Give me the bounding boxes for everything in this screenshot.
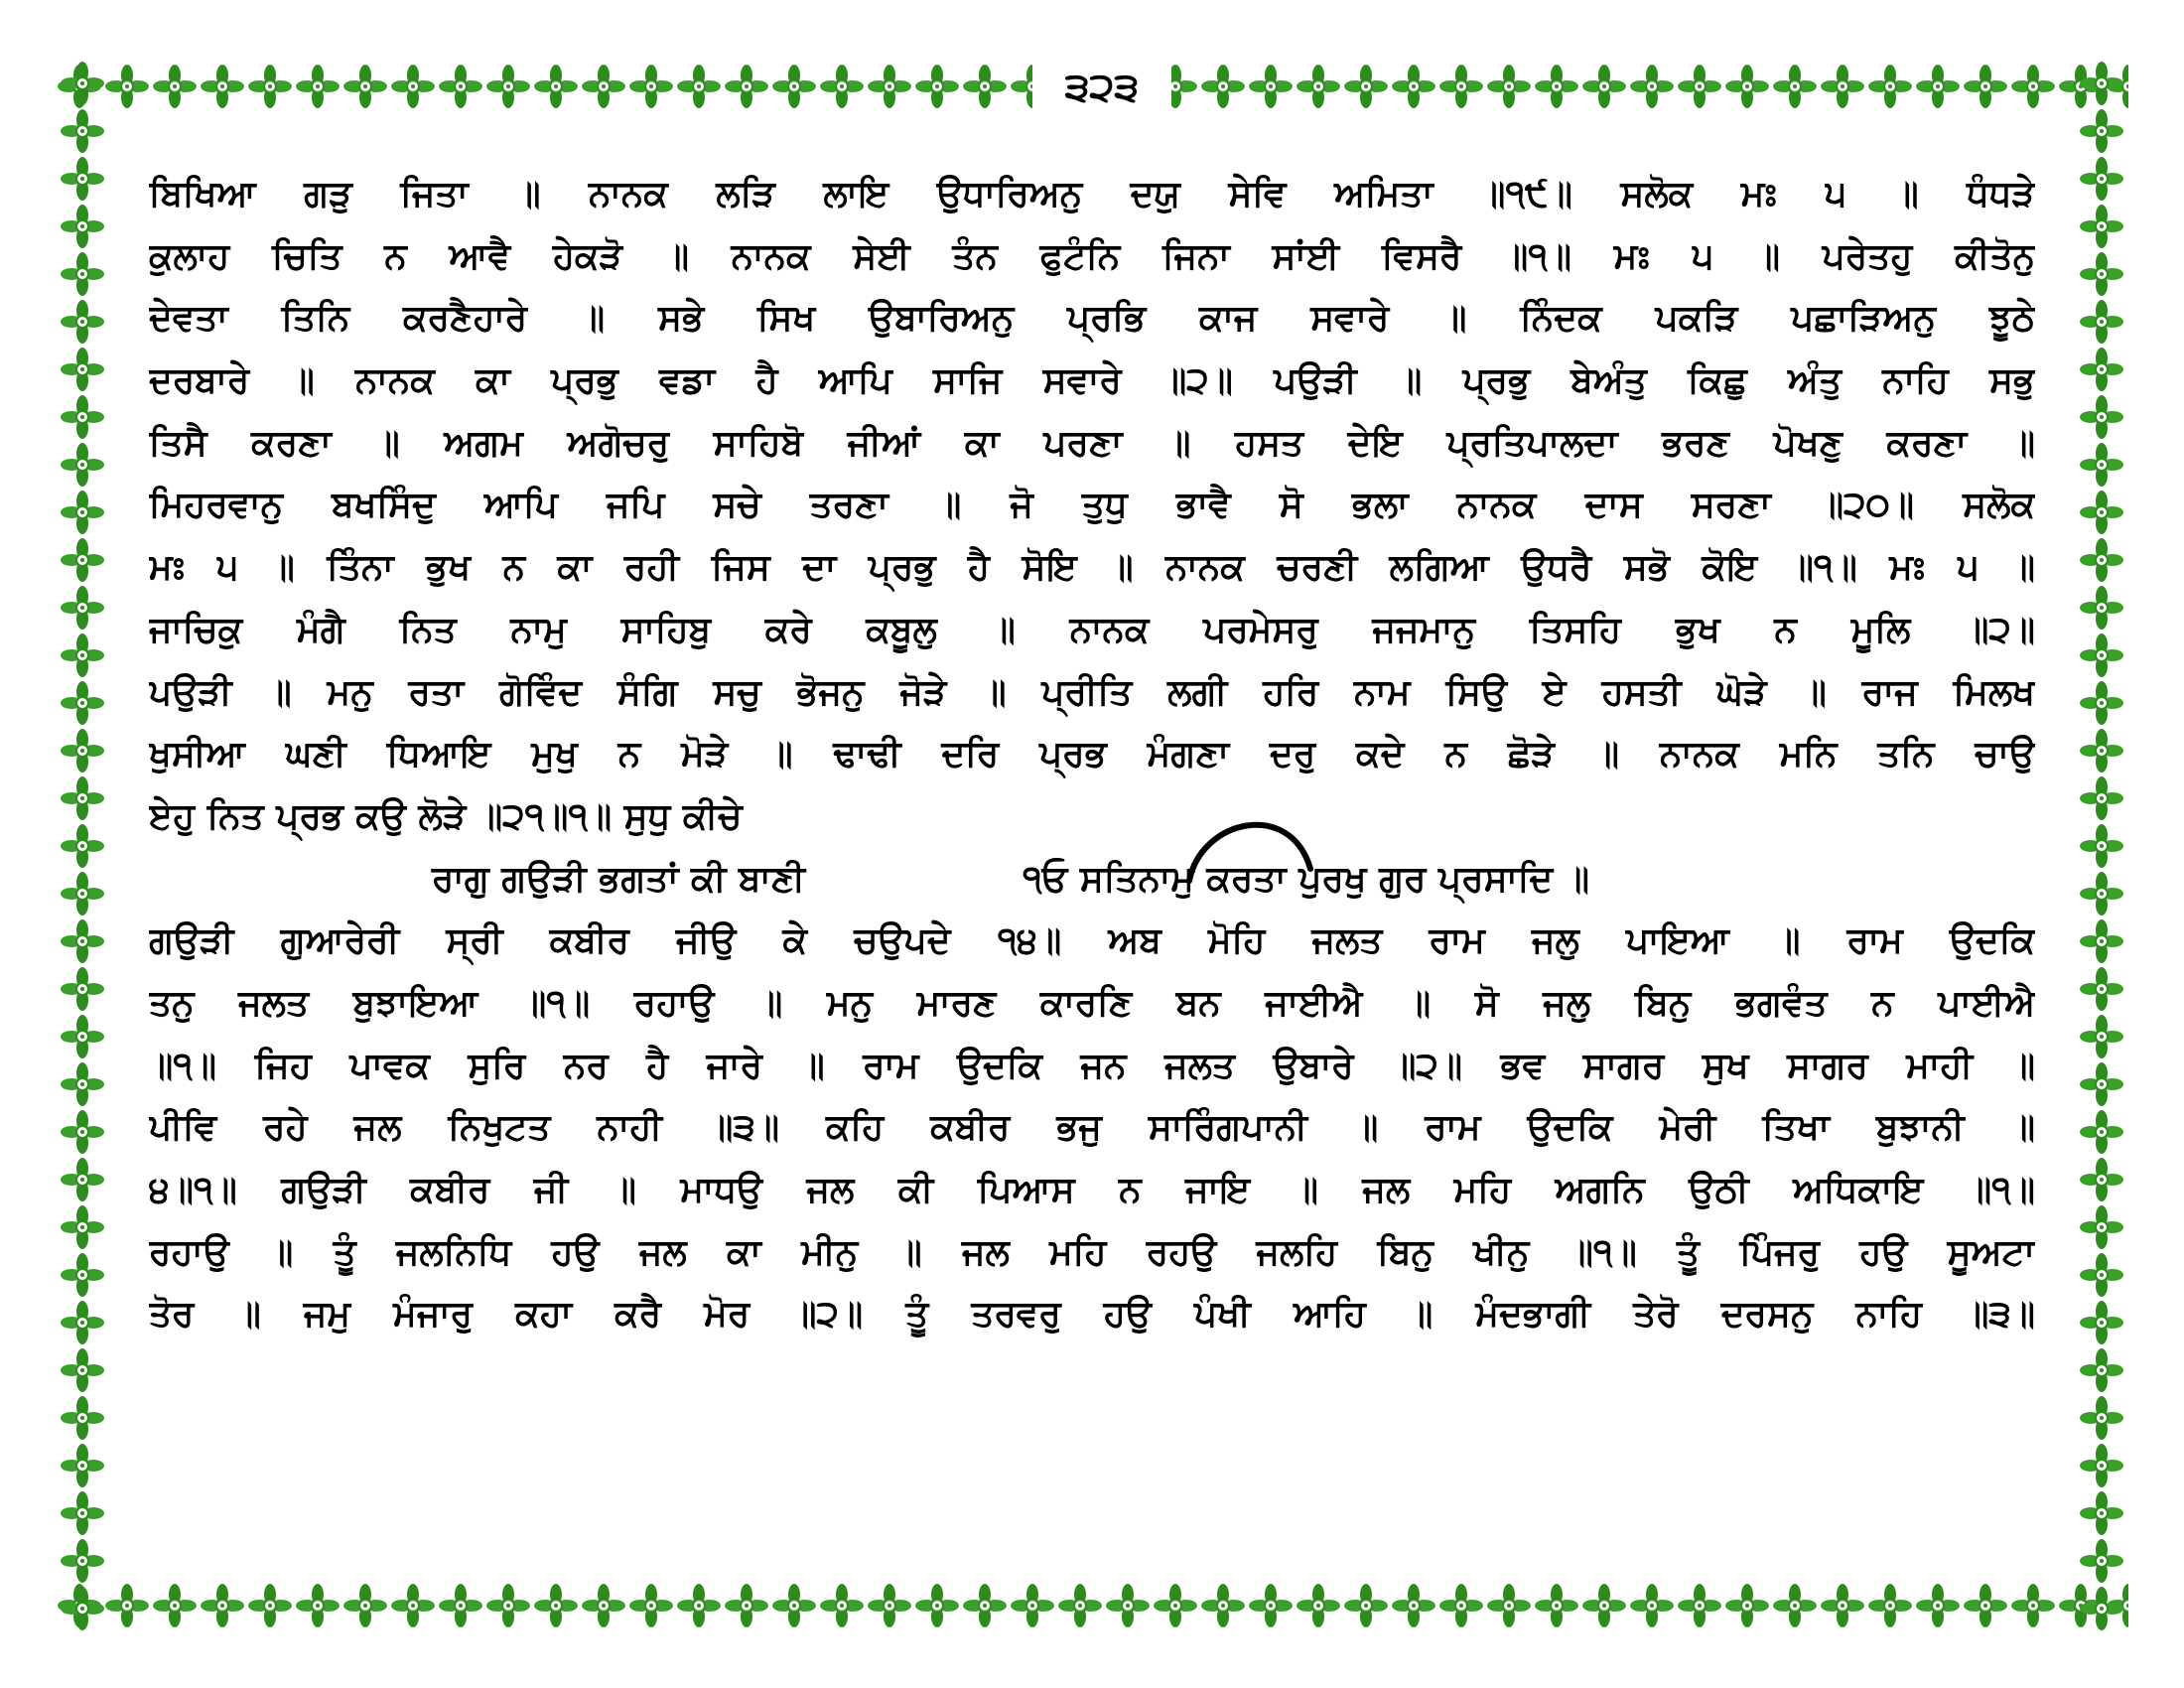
text-line: ਦਰਬਾਰੇ ॥ ਨਾਨਕ ਕਾ ਪ੍ਰਭੁ ਵਡਾ ਹੈ ਆਪਿ ਸਾਜਿ ਸਵਾਰੇ ॥੨॥ ਪਉੜੀ ॥ ਪ੍ਰਭੁ ਬੇਅੰਤੁ ਕਿਛੁ ਅੰਤੁ ਨਾਹਿ ਸਭੁ [149,360,2035,402]
mool-mantar-heading: ੧ਓ ਸਤਿਨਾਮੁ ਕਰਤਾ ਪੁਰਖੁ ਗੁਰ ਪ੍ਰਸਾਦਿ ॥ [1023,858,1590,900]
flower-ornament-icon [56,60,109,1632]
text-line: ੪॥੧॥ ਗਉੜੀ ਕਬੀਰ ਜੀ ॥ ਮਾਧਉ ਜਲ ਕੀ ਪਿਆਸ ਨ ਜਾਇ ॥ ਜਲ ਮਹਿ ਅਗਨਿ ਉਠੀ ਅਧਿਕਾਇ ॥੧॥ [149,1170,2035,1210]
flower-ornament-icon [2075,60,2128,1632]
raag-heading-title: ਰਾਗੁ ਗਉੜੀ ਭਗਤਾਂ ਕੀ ਬਾਣੀ [432,858,806,900]
text-line: ਪੀਵਿ ਰਹੇ ਜਲ ਨਿਖੁਟਤ ਨਾਹੀ ॥੩॥ ਕਹਿ ਕਬੀਰ ਭਜੁ ਸਾਰਿੰਗਪਾਨੀ ॥ ਰਾਮ ਉਦਕਿ ਮੇਰੀ ਤਿਖਾ ਬੁਝਾਨੀ ॥ [149,1107,2035,1149]
text-line: ਮਿਹਰਵਾਨੁ ਬਖਸਿੰਦੁ ਆਪਿ ਜਪਿ ਸਚੇ ਤਰਣਾ ॥ ਜੋ ਤੁਧੁ ਭਾਵੈ ਸੋ ਭਲਾ ਨਾਨਕ ਦਾਸ ਸਰਣਾ ॥੨੦॥ ਸਲੋਕ [149,485,2035,526]
text-line: ਮਃ ੫ ॥ ਤਿੰਨਾ ਭੁਖ ਨ ਕਾ ਰਹੀ ਜਿਸ ਦਾ ਪ੍ਰਭੁ ਹੈ ਸੋਇ ॥ ਨਾਨਕ ਚਰਣੀ ਲਗਿਆ ਉਧਰੈ ਸਭੋ ਕੋਇ ॥੧॥ ਮਃ ੫ ॥ [149,547,2035,589]
text-line: ਕੁਲਾਹ ਚਿਤਿ ਨ ਆਵੈ ਹੇਕੜੋ ॥ ਨਾਨਕ ਸੇਈ ਤੰਨ ਫੁਟੰਨਿ ਜਿਨਾ ਸਾਂਈ ਵਿਸਰੈ ॥੧॥ ਮਃ ੫ ॥ ਪਰੇਤਹੁ ਕੀਤੋਨੁ [149,235,2035,277]
text-line: ਦੇਵਤਾ ਤਿਨਿ ਕਰਣੈਹਾਰੇ ॥ ਸਭੇ ਸਿਖ ਉਬਾਰਿਅਨੁ ਪ੍ਰਭਿ ਕਾਜ ਸਵਾਰੇ ॥ ਨਿੰਦਕ ਪਕੜਿ ਪਛਾੜਿਅਨੁ ਝੂਠੇ [149,298,2035,340]
text-line: ਰਹਾਉ ॥ ਤੂੰ ਜਲਨਿਧਿ ਹਉ ਜਲ ਕਾ ਮੀਨੁ ॥ ਜਲ ਮਹਿ ਰਹਉ ਜਲਹਿ ਬਿਨੁ ਖੀਨੁ ॥੧॥ ਤੂੰ ਪਿੰਜਰੁ ਹਉ ਸੂਅਟਾ [149,1231,2035,1273]
text-line: ਗਉੜੀ ਗੁਆਰੇਰੀ ਸ੍ਰੀ ਕਬੀਰ ਜੀਉ ਕੇ ਚਉਪਦੇ ੧੪॥ ਅਬ ਮੋਹਿ ਜਲਤ ਰਾਮ ਜਲੁ ਪਾਇਆ ॥ ਰਾਮ ਉਦਕਿ [149,920,2035,962]
text-line: ਬਿਖਿਆ ਗੜੁ ਜਿਤਾ ॥ ਨਾਨਕ ਲੜਿ ਲਾਇ ਉਧਾਰਿਅਨੁ ਦਯੁ ਸੇਵਿ ਅਮਿਤਾ ॥੧੯॥ ਸਲੋਕ ਮਃ ੫ ॥ ਧੰਧੜੇ [149,174,2035,214]
text-line: ਜਾਚਿਕੁ ਮੰਗੈ ਨਿਤ ਨਾਮੁ ਸਾਹਿਬੁ ਕਰੇ ਕਬੂਲੁ ॥ ਨਾਨਕ ਪਰਮੇਸਰੁ ਜਜਮਾਨੁ ਤਿਸਹਿ ਭੁਖ ਨ ਮੂਲਿ ॥੨॥ [149,609,2035,650]
flower-border-right [2075,60,2128,1632]
text-line: ਤਨੁ ਜਲਤ ਬੁਝਾਇਆ ॥੧॥ ਰਹਾਉ ॥ ਮਨੁ ਮਾਰਣ ਕਾਰਣਿ ਬਨ ਜਾਈਐ ॥ ਸੋ ਜਲੁ ਬਿਨੁ ਭਗਵੰਤ ਨ ਪਾਈਐ [149,982,2035,1024]
flower-ornament-icon [56,1579,2128,1632]
scripture-text [149,164,2035,1346]
flower-border-bottom [56,1579,2128,1632]
text-line: ਏਹੁ ਨਿਤ ਪ੍ਰਭ ਕਉ ਲੋੜੇ ॥੨੧॥੧॥ ਸੁਧੁ ਕੀਚੇ [149,795,743,837]
text-line: ਖੁਸੀਆ ਘਣੀ ਧਿਆਇ ਮੁਖੁ ਨ ਮੋੜੇ ॥ ਢਾਢੀ ਦਰਿ ਪ੍ਰਭ ਮੰਗਣਾ ਦਰੁ ਕਦੇ ਨ ਛੋੜੇ ॥ ਨਾਨਕ ਮਨਿ ਤਨਿ ਚਾਉ [149,734,2035,775]
text-line: ਤੋਰ ॥ ਜਮੁ ਮੰਜਾਰੁ ਕਹਾ ਕਰੈ ਮੋਰ ॥੨॥ ਤੂੰ ਤਰਵਰੁ ਹਉ ਪੰਖੀ ਆਹਿ ॥ ਮੰਦਭਾਗੀ ਤੇਰੋ ਦਰਸਨੁ ਨਾਹਿ ॥੩॥ [149,1294,2035,1336]
page-number: ੩੨੩ [1032,58,1171,117]
text-line: ਪਉੜੀ ॥ ਮਨੁ ਰਤਾ ਗੋਵਿੰਦ ਸੰਗਿ ਸਚੁ ਭੋਜਨੁ ਜੋੜੇ ॥ ਪ੍ਰੀਤਿ ਲਗੀ ਹਰਿ ਨਾਮ ਸਿਉ ਏ ਹਸਤੀ ਘੋੜੇ ॥ ਰਾਜ ਮਿਲਖ [149,671,2035,713]
flower-border-left [56,60,109,1632]
text-line: ਤਿਸੈ ਕਰਣਾ ॥ ਅਗਮ ਅਗੋਚਰੁ ਸਾਹਿਬੋ ਜੀਆਂ ਕਾ ਪਰਣਾ ॥ ਹਸਤ ਦੇਇ ਪ੍ਰਤਿਪਾਲਦਾ ਭਰਣ ਪੋਖਣੁ ਕਰਣਾ ॥ [149,422,2035,464]
raag-heading [149,849,2035,912]
text-line: ॥੧॥ ਜਿਹ ਪਾਵਕ ਸੁਰਿ ਨਰ ਹੈ ਜਾਰੇ ॥ ਰਾਮ ਉਦਕਿ ਜਨ ਜਲਤ ਉਬਾਰੇ ॥੨॥ ਭਵ ਸਾਗਰ ਸੁਖ ਸਾਗਰ ਮਾਹੀ ॥ [149,1045,2035,1086]
